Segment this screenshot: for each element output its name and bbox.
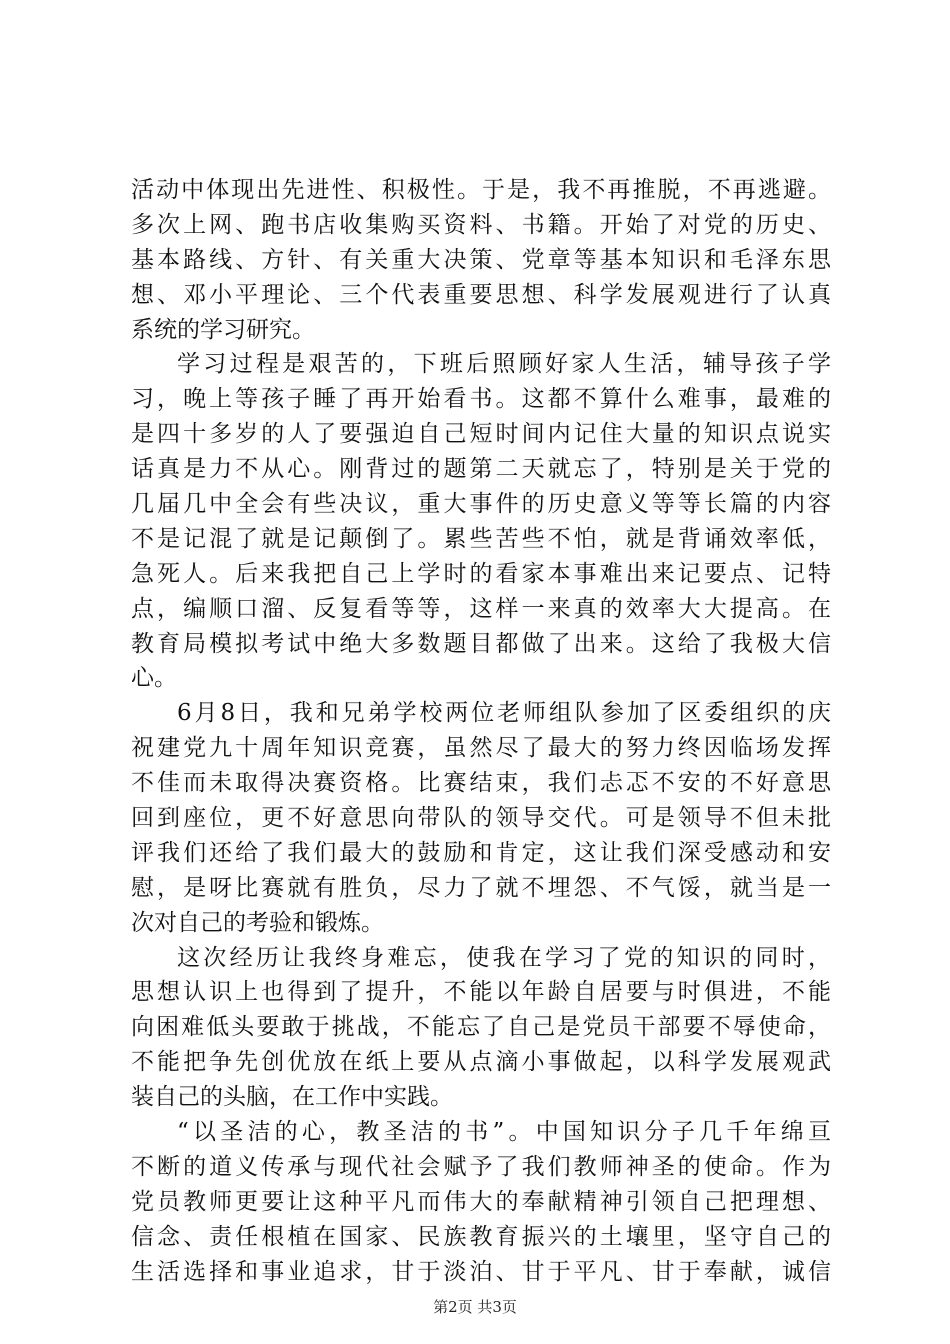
text-line: 基本路线、方针、有关重大决策、党章等基本知识和毛泽东思 <box>131 246 831 273</box>
document-body <box>131 173 831 1290</box>
text-line: 话真是力不从心。刚背过的题第二天就忘了，特别是关于党的 <box>131 456 831 483</box>
text-line: 点，编顺口溜、反复看等等，这样一来真的效率大大提高。在 <box>131 595 831 622</box>
text-line: 多次上网、跑书店收集购买资料、书籍。开始了对党的历史、 <box>131 211 831 238</box>
text-line: 急死人。后来我把自己上学时的看家本事难出来记要点、记特 <box>131 560 831 587</box>
text-line: 活动中体现出先进性、积极性。于是，我不再推脱，不再逃避。 <box>131 177 831 203</box>
text-line: 习，晚上等孩子睡了再开始看书。这都不算什么难事，最难的 <box>131 386 831 413</box>
text-line: 想、邓小平理论、三个代表重要思想、科学发展观进行了认真 <box>131 281 831 308</box>
text-line: 祝建党九十周年知识竞赛，虽然尽了最大的努力终因临场发挥 <box>131 735 831 762</box>
text-line: 是四十多岁的人了要强迫自己短时间内记住大量的知识点说实 <box>131 421 831 448</box>
text-line: 学习过程是艰苦的，下班后照顾好家人生活，辅导孩子学 <box>177 351 831 378</box>
text-line: 评我们还给了我们最大的鼓励和肯定，这让我们深受感动和安 <box>131 839 831 866</box>
text-line: 次对自己的考验和锻炼。 <box>131 909 384 936</box>
text-line: 生活选择和事业追求，甘于淡泊、甘于平凡、甘于奉献，诚信 <box>131 1258 831 1285</box>
text-line: 几届几中全会有些决议，重大事件的历史意义等等长篇的内容 <box>131 491 831 518</box>
text-line: 思想认识上也得到了提升，不能以年龄自居要与时俱进，不能 <box>131 979 831 1006</box>
text-line: 不断的道义传承与现代社会赋予了我们教师神圣的使命。作为 <box>131 1153 831 1180</box>
text-line: 向困难低头要敢于挑战，不能忘了自己是党员干部要不辱使命， <box>131 1014 831 1041</box>
text-line: 心。 <box>131 665 177 692</box>
text-line: 装自己的头脑，在工作中实践。 <box>131 1084 453 1111</box>
text-line: 系统的学习研究。 <box>131 316 315 343</box>
text-line: 6月8日，我和兄弟学校两位老师组队参加了区委组织的庆 <box>177 700 831 727</box>
text-line: 教育局模拟考试中绝大多数题目都做了出来。这给了我极大信 <box>131 630 831 657</box>
text-line: 回到座位，更不好意思向带队的领导交代。可是领导不但未批 <box>131 805 831 832</box>
page-number-footer: 第2页 共3页 <box>433 1298 517 1316</box>
text-line: 信念、责任根植在国家、民族教育振兴的土壤里，坚守自己的 <box>131 1223 831 1250</box>
text-line: “以圣洁的心，教圣洁的书”。中国知识分子几千年绵亘 <box>177 1119 831 1146</box>
text-line: 不是记混了就是记颠倒了。累些苦些不怕，就是背诵效率低， <box>131 525 831 552</box>
text-line: 党员教师更要让这种平凡而伟大的奉献精神引领自己把理想、 <box>131 1188 831 1215</box>
text-line: 慰，是呀比赛就有胜负，尽力了就不埋怨、不气馁，就当是一 <box>131 874 831 901</box>
text-line: 不能把争先创优放在纸上要从点滴小事做起，以科学发展观武 <box>131 1049 831 1076</box>
text-line: 这次经历让我终身难忘，使我在学习了党的知识的同时， <box>177 944 831 971</box>
text-line: 不佳而未取得决赛资格。比赛结束，我们忐忑不安的不好意思 <box>131 770 831 797</box>
